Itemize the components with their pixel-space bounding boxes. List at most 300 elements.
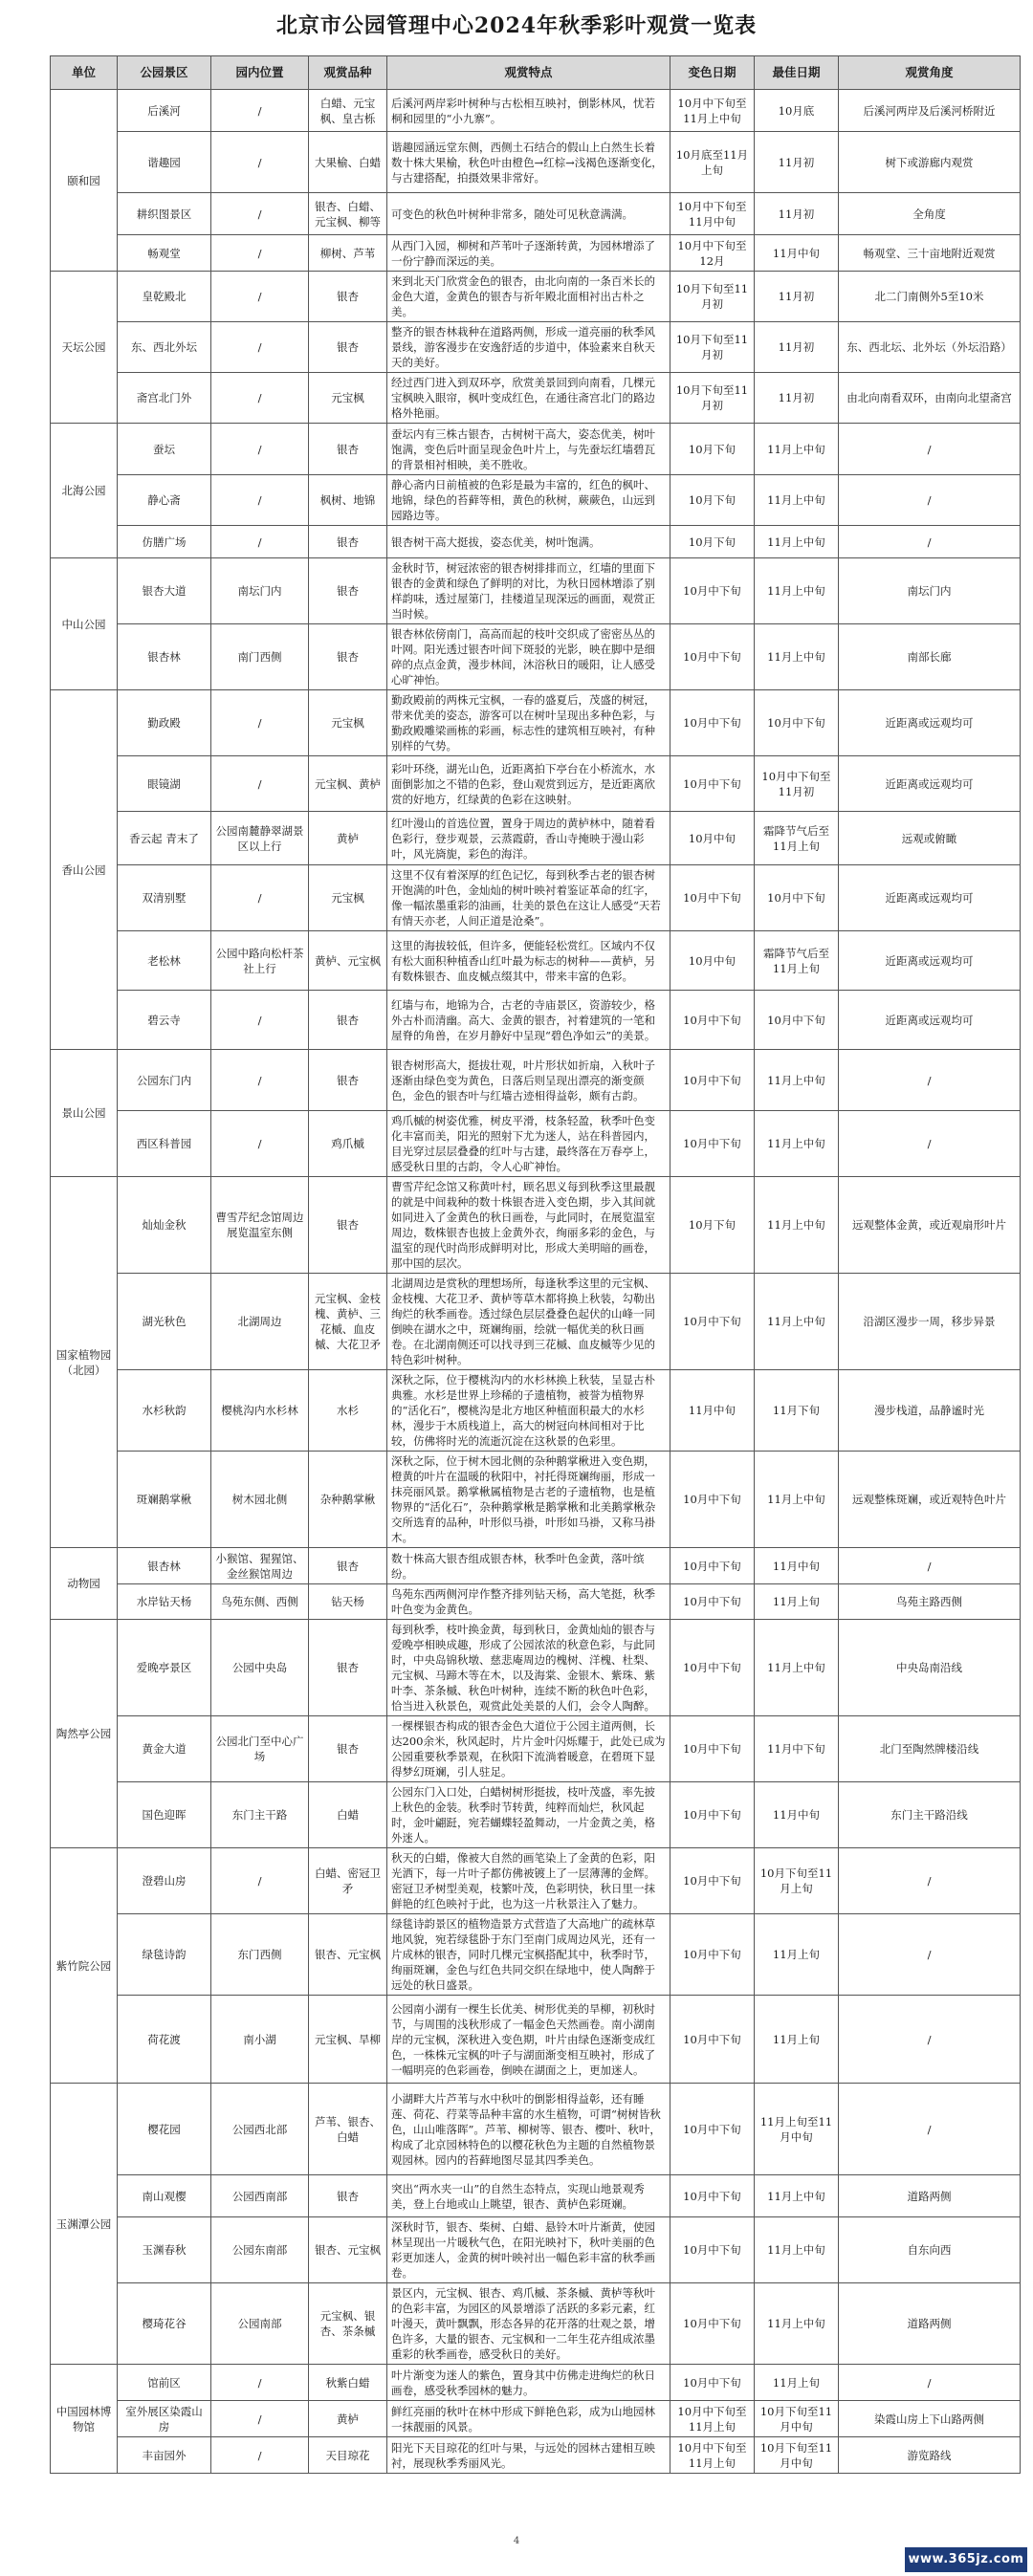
change-date-cell: 10月中下旬 — [670, 865, 755, 931]
area-cell: 银杏林 — [118, 1548, 211, 1584]
best-date-cell: 11月上中旬 — [755, 475, 839, 526]
species-cell: 黄栌、元宝枫 — [309, 931, 387, 991]
table-row — [51, 1620, 1021, 1716]
species-cell: 元宝枫 — [309, 373, 387, 424]
feature-cell: 彩叶环绕，湖光山色，近距离拍下亭台在小桥流水，水面倒影加之不错的色彩，登山观赏到远方，是近距离欣赏的好地方，红绿黄的色彩在这映射。 — [387, 756, 670, 812]
location-cell: 东门主干路 — [211, 1782, 309, 1848]
species-cell: 银杏 — [309, 272, 387, 322]
best-date-cell: 11月中旬 — [755, 1548, 839, 1584]
angle-cell: 南坛门内 — [839, 558, 1021, 624]
best-date-cell: 11月初 — [755, 132, 839, 193]
change-date-cell: 10月中下旬 — [670, 1782, 755, 1848]
change-date-cell: 10月中旬 — [670, 931, 755, 991]
angle-cell: / — [839, 2365, 1021, 2401]
angle-cell: 鸟苑主路西侧 — [839, 1584, 1021, 1620]
best-date-cell: 10月下旬至11月中旬 — [755, 2401, 839, 2437]
area-cell: 樱花园 — [118, 2084, 211, 2175]
feature-cell: 深秋之际，位于树木园北侧的杂种鹅掌楸进入变色期，橙黄的叶片在温暖的秋阳中，衬托得斑斓绚丽，形成一抹亮丽风景。鹅掌楸属植物是古老的子遗植物，也是植物界的“活化石”，杂种鹅掌楸是鹅掌楸和北美鹅掌楸杂交所选育的品种，叶形似马褂，叶形如马褂，又称马褂木。 — [387, 1452, 670, 1548]
unit-cell: 中山公园 — [51, 558, 118, 690]
table-row — [51, 1370, 1021, 1452]
angle-cell: 沿湖区漫步一周，移步异景 — [839, 1274, 1021, 1370]
best-date-cell: 11月上中旬 — [755, 1620, 839, 1716]
table-row — [51, 1111, 1021, 1177]
change-date-cell: 10月下旬 — [670, 526, 755, 558]
area-cell: 灿灿金秋 — [118, 1177, 211, 1274]
location-cell: 公园西南部 — [211, 2175, 309, 2217]
area-cell: 国色迎晖 — [118, 1782, 211, 1848]
species-cell: 元宝枫、金枝槐、黄栌、三花槭、血皮槭、大花卫矛 — [309, 1274, 387, 1370]
change-date-cell: 10月中下旬 — [670, 756, 755, 812]
change-date-cell: 10月中下旬 — [670, 1111, 755, 1177]
species-cell: 白蜡 — [309, 1782, 387, 1848]
area-cell: 黄金大道 — [118, 1716, 211, 1782]
feature-cell: 静心斋内日前植被的色彩是最为丰富的，红色的枫叶、地锦，绿色的苔藓等相，黄色的秋树，蕨蕨色，山远到园路边等。 — [387, 475, 670, 526]
best-date-cell: 10月中下旬 — [755, 865, 839, 931]
location-cell: 鸟苑东侧、西侧 — [211, 1584, 309, 1620]
change-date-cell: 10月中下旬至11月上旬 — [670, 2437, 755, 2474]
unit-cell: 香山公园 — [51, 690, 118, 1050]
angle-cell: 道路两侧 — [839, 2283, 1021, 2365]
angle-cell: / — [839, 1050, 1021, 1111]
species-cell: 银杏 — [309, 2175, 387, 2217]
feature-cell: 红墙与布，地锦为合，古老的寺庙景区，资游较少，格外古朴而清幽。高大、金黄的银杏，衬着建筑的一笔和屋脊的角兽，在岁月静好中呈现“碧色净如云”的美景。 — [387, 991, 670, 1050]
angle-cell: 后溪河两岸及后溪河桥附近 — [839, 90, 1021, 132]
table-row — [51, 322, 1021, 373]
location-cell: / — [211, 373, 309, 424]
angle-cell: 东门主干路沿线 — [839, 1782, 1021, 1848]
area-cell: 水岸钻天杨 — [118, 1584, 211, 1620]
change-date-cell: 10月中旬 — [670, 812, 755, 865]
change-date-cell: 10月中下旬 — [670, 1274, 755, 1370]
unit-cell: 景山公园 — [51, 1050, 118, 1177]
feature-cell: 公园南小湖有一棵生长优美、树形优美的旱柳，初秋时节，与周围的浅秋形成了一幅金色天然画卷。南小湖南岸的元宝枫，深秋进入变色期，叶片由绿色逐渐变成红色，一株株元宝枫的叶子与湖面渐变相互映衬，形成了一幅明亮的色彩画卷，倒映在湖面之上，更加迷人。 — [387, 1996, 670, 2084]
table-row — [51, 235, 1021, 272]
feature-cell: 北湖周边是赏秋的理想场所，每逢秋季这里的元宝枫、金枝槐、大花卫矛、黄栌等草木都将换上秋装，勾勒出绚烂的秋季画卷。透过绿色层层叠叠色起伏的山峰一同倒映在湖水之中，斑斓绚丽，绘就一幅优美的秋日画卷。在北湖南侧还可以找寻到三花槭、血皮槭等少见的特色彩叶树种。 — [387, 1274, 670, 1370]
table-row — [51, 90, 1021, 132]
feature-cell: 可变色的秋色叶树种非常多，随处可见秋意满满。 — [387, 193, 670, 235]
watermark: www.365jz.com — [905, 2547, 1027, 2572]
feature-cell: 来到北天门欣赏金色的银杏，由北向南的一条百米长的金色大道，金黄色的银杏与祈年殿北面相衬出古朴之美。 — [387, 272, 670, 322]
angle-cell: 树下或游廊内观赏 — [839, 132, 1021, 193]
feature-cell: 从西门入园，柳树和芦苇叶子逐渐转黄，为园林增添了一份宁静而深远的美。 — [387, 235, 670, 272]
area-cell: 室外展区染霞山房 — [118, 2401, 211, 2437]
table-row — [51, 1274, 1021, 1370]
header-best-date: 最佳日期 — [755, 56, 839, 90]
species-cell: 元宝枫 — [309, 865, 387, 931]
change-date-cell: 10月中下旬 — [670, 1452, 755, 1548]
species-cell: 银杏 — [309, 1548, 387, 1584]
best-date-cell: 10月底 — [755, 90, 839, 132]
change-date-cell: 10月中下旬 — [670, 1620, 755, 1716]
location-cell: / — [211, 1111, 309, 1177]
location-cell: / — [211, 2365, 309, 2401]
location-cell: / — [211, 272, 309, 322]
angle-cell: 远观整株斑斓，或近观特色叶片 — [839, 1452, 1021, 1548]
area-cell: 西区科普园 — [118, 1111, 211, 1177]
area-cell: 公园东门内 — [118, 1050, 211, 1111]
best-date-cell: 11月上中旬 — [755, 1177, 839, 1274]
change-date-cell: 10月中下旬 — [670, 1848, 755, 1914]
change-date-cell: 10月中下旬至11月上中旬 — [670, 90, 755, 132]
feature-cell: 金秋时节，树冠浓密的银杏树排排而立，红墙的里面下银杏的金黄和绿色了鲜明的对比，为秋日园林增添了别样韵味，透过屋第门，挂楼道呈现深远的画面，观赏正当时候。 — [387, 558, 670, 624]
change-date-cell: 11月中旬 — [670, 1370, 755, 1452]
location-cell: 公园西北部 — [211, 2084, 309, 2175]
location-cell: / — [211, 193, 309, 235]
species-cell: 杂种鹅掌楸 — [309, 1452, 387, 1548]
change-date-cell: 10月中下旬 — [670, 624, 755, 690]
location-cell: 公园南部 — [211, 2283, 309, 2365]
species-cell: 元宝枫、银杏、茶条槭 — [309, 2283, 387, 2365]
table-header-row — [51, 56, 1021, 90]
table-row — [51, 2175, 1021, 2217]
species-cell: 黄栌 — [309, 812, 387, 865]
area-cell: 银杏大道 — [118, 558, 211, 624]
feature-cell: 谐趣园涵远堂东侧，西侧土石结合的假山上白然生长着数十株大果榆，秋色叶由橙色→红棕→浅褐色逐渐变化，与古建搭配，拍摄效果非常好。 — [387, 132, 670, 193]
change-date-cell: 10月下旬至11月初 — [670, 373, 755, 424]
best-date-cell: 11月上中旬 — [755, 424, 839, 475]
area-cell: 荷花渡 — [118, 1996, 211, 2084]
area-cell: 仿膳广场 — [118, 526, 211, 558]
unit-cell: 玉渊潭公园 — [51, 2084, 118, 2365]
angle-cell: 北门至陶然牌楼沿线 — [839, 1716, 1021, 1782]
species-cell: 秋紫白蜡 — [309, 2365, 387, 2401]
change-date-cell: 10月中下旬 — [670, 1050, 755, 1111]
page-number: 4 — [513, 2536, 520, 2546]
table-row — [51, 690, 1021, 756]
location-cell: / — [211, 322, 309, 373]
species-cell: 银杏 — [309, 558, 387, 624]
change-date-cell: 10月中下旬至12月 — [670, 235, 755, 272]
change-date-cell: 10月底至11月上旬 — [670, 132, 755, 193]
species-cell: 元宝枫 — [309, 690, 387, 756]
angle-cell: 近距离或远观均可 — [839, 931, 1021, 991]
best-date-cell: 10月中下旬至11月初 — [755, 756, 839, 812]
best-date-cell: 11月中下旬 — [755, 1716, 839, 1782]
table-row — [51, 1050, 1021, 1111]
best-date-cell: 11月上旬 — [755, 1914, 839, 1996]
best-date-cell: 11月初 — [755, 193, 839, 235]
location-cell: / — [211, 865, 309, 931]
species-cell: 大果榆、白蜡 — [309, 132, 387, 193]
table-row — [51, 1848, 1021, 1914]
location-cell: / — [211, 2401, 309, 2437]
table-row — [51, 1548, 1021, 1584]
species-cell: 水杉 — [309, 1370, 387, 1452]
table-row — [51, 193, 1021, 235]
location-cell: / — [211, 1848, 309, 1914]
change-date-cell: 10月中下旬 — [670, 1716, 755, 1782]
feature-cell: 勤政殿前的两株元宝枫，一春的盛夏后，茂盛的树冠，带来优美的姿态，游客可以在树叶呈现出多种色彩，与勤政殿雕梁画栋的彩画，标志性的建筑相互映衬，有种别样的气势。 — [387, 690, 670, 756]
area-cell: 斋宫北门外 — [118, 373, 211, 424]
feature-cell: 深秋之际，位于樱桃沟内的水杉林换上秋装，呈显古朴典雅。水杉是世界上珍稀的子遗植物，被誉为植物界的“活化石”，樱桃沟是北方地区种植面积最大的水杉林，漫步于木质栈道上，高大的树冠向林间相对于比较，仿佛将时光的流逝沉淀在这秋景的色彩里。 — [387, 1370, 670, 1452]
best-date-cell: 11月上中旬 — [755, 1452, 839, 1548]
feature-cell: 秋天的白蜡，像被大自然的画笔染上了金黄的色彩，阳光洒下，每一片叶子都仿佛被镀上了一层薄薄的金辉。密冠卫矛树型美观，枝繁叶茂，色彩明快，秋日里一抹鲜艳的红色映衬于此，也为这一片秋景注入了魅力。 — [387, 1848, 670, 1914]
table-row — [51, 373, 1021, 424]
species-cell: 银杏 — [309, 1620, 387, 1716]
species-cell: 银杏、元宝枫 — [309, 2217, 387, 2283]
species-cell: 银杏 — [309, 624, 387, 690]
feature-cell: 整齐的银杏林栽种在道路两侧，形成一道亮丽的秋季风景线，游客漫步在安逸舒适的步道中，体验素来自秋天天的美好。 — [387, 322, 670, 373]
feature-cell: 鸡爪槭的树姿优雅，树皮平滑，枝条轻盈，秋季叶色变化丰富而美，阳光的照射下尤为迷人，站在科普园内，目光穿过层层叠叠的红叶与古建，最终落在万春亭上，感受秋日里的古韵，令人心旷神怡。 — [387, 1111, 670, 1177]
table-row — [51, 1452, 1021, 1548]
feature-cell: 曹雪芹纪念馆又称黄叶村，顾名思义每到秋季这里最靓的就是中间栽种的数十株银杏进入变色期，步入其间就如同进入了金黄色的秋日画卷，与此同时，在展览温室周边，数株银杏也披上金黄外衣，绚丽多彩的金色，与温室的现代时尚形成鲜明对比，形成大美明暗的画卷，那中国的层次。 — [387, 1177, 670, 1274]
angle-cell: / — [839, 424, 1021, 475]
angle-cell: 远观或俯瞰 — [839, 812, 1021, 865]
feature-cell: 绿毯诗韵景区的植物造景方式营造了大高地广的疏林草地风貌，宛若绿毯卧于东门至南门成周边风光，还有一片成林的银杏，同时几棵元宝枫搭配其中，秋季时节，绚丽斑斓，金色与红色共同交织在绿地中，使人陶醉于远处的秋日盛景。 — [387, 1914, 670, 1996]
location-cell: 南坛门内 — [211, 558, 309, 624]
best-date-cell: 11月上旬 — [755, 2365, 839, 2401]
change-date-cell: 10月下旬 — [670, 424, 755, 475]
species-cell: 银杏 — [309, 424, 387, 475]
location-cell: / — [211, 90, 309, 132]
best-date-cell: 11月中旬 — [755, 235, 839, 272]
change-date-cell: 10月中下旬 — [670, 690, 755, 756]
location-cell: / — [211, 690, 309, 756]
location-cell: 南门西侧 — [211, 624, 309, 690]
header-feature: 观赏特点 — [387, 56, 670, 90]
feature-cell: 叶片渐变为迷人的紫色，置身其中仿佛走进绚烂的秋日画卷，感受秋季园林的魅力。 — [387, 2365, 670, 2401]
angle-cell: 近距离或远观均可 — [839, 991, 1021, 1050]
location-cell: 树木园北侧 — [211, 1452, 309, 1548]
location-cell: / — [211, 235, 309, 272]
feature-cell: 一棵棵银杏构成的银杏金色大道位于公园主道两侧，长达200余米，秋风起时，片片金叶闪烁耀于，此处已成为公园重要秋季景观，在秋阳下流淌着暖意，在碧斑下显得梦幻斑斓，引人驻足。 — [387, 1716, 670, 1782]
species-cell: 柳树、芦苇 — [309, 235, 387, 272]
angle-cell: 远观整体金黄，或近观扇形叶片 — [839, 1177, 1021, 1274]
feature-cell: 这里的海拔较低，但许多，便能轻松赏红。区域内不仅有松大面积种植香山红叶最为标志的树种——黄栌，另有数株银杏、血皮槭点缀其中，带来丰富的色彩。 — [387, 931, 670, 991]
table-row — [51, 1996, 1021, 2084]
species-cell: 银杏 — [309, 1716, 387, 1782]
area-cell: 南山观樱 — [118, 2175, 211, 2217]
location-cell: 小猴馆、猩猩馆、金丝猴馆周边 — [211, 1548, 309, 1584]
table-row — [51, 272, 1021, 322]
species-cell: 白蜡、密冠卫矛 — [309, 1848, 387, 1914]
feature-cell: 公园东门入口处，白蜡树树形挺拔，枝叶茂盛，率先披上秋色的金装。秋季时节转黄，纯粹而灿烂，秋风起时，金叶翩跹，宛若蝴蝶轻盈舞动，一片金黄之美，格外迷人。 — [387, 1782, 670, 1848]
table-row — [51, 2283, 1021, 2365]
area-cell: 耕织图景区 — [118, 193, 211, 235]
angle-cell: 近距离或远观均可 — [839, 756, 1021, 812]
best-date-cell: 11月上中旬 — [755, 624, 839, 690]
feature-cell: 景区内，元宝枫、银杏、鸡爪槭、茶条槭、黄栌等秋叶的色彩丰富，为园区的风景增添了活跃的多彩元素，红叶漫天，黄叶飘飘，形态各异的花开落的壮观之景，增色许多，大量的银杏、元宝枫和一二年生花卉组成浓墨重彩的秋季画卷，感受秋日的美好。 — [387, 2283, 670, 2365]
area-cell: 双清别墅 — [118, 865, 211, 931]
angle-cell: 自东向西 — [839, 2217, 1021, 2283]
feature-cell: 深秋时节，银杏、柴树、白蜡、悬铃木叶片渐黄，使园林呈现出一片暖秋气色，在阳光映衬下，秋叶美丽的色彩更加迷人，金黄的树叶映衬出一幅色彩丰富的秋季画卷。 — [387, 2217, 670, 2283]
angle-cell: 全角度 — [839, 193, 1021, 235]
feature-cell: 鸟苑东西两侧河岸作整齐排列钻天杨，高大笔挺，秋季叶色变为金黄色。 — [387, 1584, 670, 1620]
unit-cell: 北海公园 — [51, 424, 118, 558]
unit-cell: 天坛公园 — [51, 272, 118, 424]
species-cell: 银杏、元宝枫 — [309, 1914, 387, 1996]
angle-cell: / — [839, 1848, 1021, 1914]
angle-cell: 中央岛南沿线 — [839, 1620, 1021, 1716]
change-date-cell: 10月中下旬 — [670, 2084, 755, 2175]
unit-cell: 国家植物园（北园） — [51, 1177, 118, 1548]
area-cell: 后溪河 — [118, 90, 211, 132]
foliage-table — [50, 55, 1021, 2474]
best-date-cell: 11月上中旬 — [755, 1111, 839, 1177]
feature-cell: 数十株高大银杏组成银杏林，秋季叶色金黄，落叶缤纷。 — [387, 1548, 670, 1584]
location-cell: / — [211, 424, 309, 475]
area-cell: 勤政殿 — [118, 690, 211, 756]
change-date-cell: 10月中下旬 — [670, 1548, 755, 1584]
species-cell: 钻天杨 — [309, 1584, 387, 1620]
table-row — [51, 475, 1021, 526]
angle-cell: / — [839, 1111, 1021, 1177]
angle-cell: 游览路线 — [839, 2437, 1021, 2474]
best-date-cell: 11月上中旬 — [755, 2283, 839, 2365]
area-cell: 馆前区 — [118, 2365, 211, 2401]
area-cell: 银杏林 — [118, 624, 211, 690]
angle-cell: 南部长廊 — [839, 624, 1021, 690]
table-row — [51, 991, 1021, 1050]
unit-cell: 动物园 — [51, 1548, 118, 1620]
angle-cell: 近距离或远观均可 — [839, 690, 1021, 756]
change-date-cell: 10月中下旬 — [670, 1914, 755, 1996]
area-cell: 谐趣园 — [118, 132, 211, 193]
location-cell: 南小湖 — [211, 1996, 309, 2084]
angle-cell: / — [839, 1914, 1021, 1996]
angle-cell: 东、西北坛、北外坛（外坛沿路） — [839, 322, 1021, 373]
area-cell: 樱琦花谷 — [118, 2283, 211, 2365]
feature-cell: 突出“两水夹一山”的自然生态特点，实现山地景观秀美，登上台地或山上眺望，银杏、黄栌色彩斑斓。 — [387, 2175, 670, 2217]
best-date-cell: 11月上中旬 — [755, 1274, 839, 1370]
table-row — [51, 526, 1021, 558]
table-row — [51, 132, 1021, 193]
angle-cell: / — [839, 1548, 1021, 1584]
best-date-cell: 11月初 — [755, 373, 839, 424]
area-cell: 静心斋 — [118, 475, 211, 526]
table-row — [51, 1716, 1021, 1782]
best-date-cell: 霜降节气后至11月上旬 — [755, 931, 839, 991]
best-date-cell: 10月下旬至11月上旬 — [755, 1848, 839, 1914]
area-cell: 玉渊春秋 — [118, 2217, 211, 2283]
unit-cell: 陶然亭公园 — [51, 1620, 118, 1848]
angle-cell: 道路两侧 — [839, 2175, 1021, 2217]
table-row — [51, 424, 1021, 475]
best-date-cell: 11月上旬 — [755, 1996, 839, 2084]
table-row — [51, 2365, 1021, 2401]
change-date-cell: 10月下旬 — [670, 1177, 755, 1274]
location-cell: / — [211, 526, 309, 558]
angle-cell: 由北向南看双环，由南向北望斋宫 — [839, 373, 1021, 424]
change-date-cell: 10月中下旬至11月上旬 — [670, 2401, 755, 2437]
species-cell: 银杏 — [309, 991, 387, 1050]
header-unit: 单位 — [51, 56, 118, 90]
species-cell: 元宝枫、黄栌 — [309, 756, 387, 812]
location-cell: / — [211, 756, 309, 812]
species-cell: 元宝枫、旱柳 — [309, 1996, 387, 2084]
species-cell: 银杏 — [309, 526, 387, 558]
best-date-cell: 11月上中旬 — [755, 1050, 839, 1111]
area-cell: 眼镜湖 — [118, 756, 211, 812]
change-date-cell: 10月中下旬 — [670, 991, 755, 1050]
species-cell: 银杏、白蜡、元宝枫、柳等 — [309, 193, 387, 235]
table-body — [51, 90, 1021, 2474]
feature-cell: 蚕坛内有三株古银杏，古树树干高大，姿态优美，树叶饱满，变色后叶面呈现金色叶片上，与先蚕坛红墙碧瓦的背景相衬相映，美不胜收。 — [387, 424, 670, 475]
change-date-cell: 10月中下旬 — [670, 2175, 755, 2217]
table-row — [51, 812, 1021, 865]
feature-cell: 银杏树干高大挺拔，姿态优美，树叶饱满。 — [387, 526, 670, 558]
species-cell: 枫树、地锦 — [309, 475, 387, 526]
header-angle: 观赏角度 — [839, 56, 1021, 90]
area-cell: 丰亩园外 — [118, 2437, 211, 2474]
area-cell: 湖光秋色 — [118, 1274, 211, 1370]
feature-cell: 这里不仅有着深厚的红色记忆，每到秋季古老的银杏树开饱满的叶色，金灿灿的树叶映衬着鉴证革命的红字，像一幅浓墨重彩的油画，壮美的景色在这让人感受“天若有情天亦老，人间正道是沧桑”。 — [387, 865, 670, 931]
species-cell: 银杏 — [309, 1050, 387, 1111]
species-cell: 银杏 — [309, 1177, 387, 1274]
location-cell: 公园北门至中心广场 — [211, 1716, 309, 1782]
change-date-cell: 10月中下旬 — [670, 2217, 755, 2283]
table-row — [51, 756, 1021, 812]
change-date-cell: 10月中下旬 — [670, 2283, 755, 2365]
unit-cell: 中国园林博物馆 — [51, 2365, 118, 2474]
area-cell: 东、西北外坛 — [118, 322, 211, 373]
area-cell: 碧云寺 — [118, 991, 211, 1050]
table-row — [51, 1782, 1021, 1848]
header-change-date: 变色日期 — [670, 56, 755, 90]
feature-cell: 小湖畔大片芦苇与水中秋叶的倒影相得益彰，还有睡莲、荷花、荇菜等品种丰富的水生植物，可谓“树树皆秋色，山山唯落晖”。芦苇、柳树等、银杏、樱叶、秋叶，构成了北京园林特色的以樱花秋色为主题的自然植物景观园林。园内的苔藓地图尽显其四季美色。 — [387, 2084, 670, 2175]
best-date-cell: 霜降节气后至11月上旬 — [755, 812, 839, 865]
change-date-cell: 10月中下旬至11月中旬 — [670, 193, 755, 235]
angle-cell: / — [839, 1996, 1021, 2084]
best-date-cell: 11月中旬 — [755, 1782, 839, 1848]
feature-cell: 鲜红亮丽的秋叶在林中形成下鲜艳色彩，成为山地园林一抹靓丽的风景。 — [387, 2401, 670, 2437]
location-cell: 公园中路向松杆茶社上行 — [211, 931, 309, 991]
unit-cell: 颐和园 — [51, 90, 118, 272]
best-date-cell: 10月中下旬 — [755, 991, 839, 1050]
feature-cell: 银杏林依傍南门，高高而起的枝叶交织成了密密丛丛的叶网。阳光透过银杏叶间下斑驳的光影，映在脚中是细碎的点点金黄，漫步林间，沐浴秋日的暖阳，让人感受心旷神怡。 — [387, 624, 670, 690]
best-date-cell: 11月上旬至11月中旬 — [755, 2084, 839, 2175]
location-cell: / — [211, 475, 309, 526]
area-cell: 皇乾殿北 — [118, 272, 211, 322]
location-cell: 北湖周边 — [211, 1274, 309, 1370]
area-cell: 老松林 — [118, 931, 211, 991]
best-date-cell: 11月上中旬 — [755, 2217, 839, 2283]
best-date-cell: 11月初 — [755, 272, 839, 322]
angle-cell: / — [839, 475, 1021, 526]
location-cell: 曹雪芹纪念馆周边展览温室东侧 — [211, 1177, 309, 1274]
table-row — [51, 1584, 1021, 1620]
unit-cell: 紫竹院公园 — [51, 1848, 118, 2084]
species-cell: 鸡爪槭 — [309, 1111, 387, 1177]
best-date-cell: 11月上中旬 — [755, 558, 839, 624]
angle-cell: 北二门南侧外5至10米 — [839, 272, 1021, 322]
best-date-cell: 11月下旬 — [755, 1370, 839, 1452]
header-species: 观赏品种 — [309, 56, 387, 90]
location-cell: 公园东南部 — [211, 2217, 309, 2283]
area-cell: 斑斓鹅掌楸 — [118, 1452, 211, 1548]
change-date-cell: 10月下旬至11月初 — [670, 272, 755, 322]
area-cell: 水杉秋韵 — [118, 1370, 211, 1452]
species-cell: 白蜡、元宝枫、皇古栎 — [309, 90, 387, 132]
header-area: 公园景区 — [118, 56, 211, 90]
feature-cell: 经过西门进入到双环亭，欣赏美景回到向南看，几棵元宝枫映入眼帘，枫叶变成红色，在通往斋宫北门的路边格外艳丽。 — [387, 373, 670, 424]
location-cell: 公园中央岛 — [211, 1620, 309, 1716]
best-date-cell: 11月上中旬 — [755, 2175, 839, 2217]
location-cell: 樱桃沟内水杉林 — [211, 1370, 309, 1452]
change-date-cell: 10月中下旬 — [670, 1584, 755, 1620]
best-date-cell: 11月初 — [755, 322, 839, 373]
species-cell: 银杏 — [309, 322, 387, 373]
location-cell: / — [211, 991, 309, 1050]
species-cell: 芦苇、银杏、白蜡 — [309, 2084, 387, 2175]
location-cell: / — [211, 1050, 309, 1111]
table-row — [51, 931, 1021, 991]
area-cell: 绿毯诗韵 — [118, 1914, 211, 1996]
angle-cell: 近距离或远观均可 — [839, 865, 1021, 931]
change-date-cell: 10月中下旬 — [670, 1996, 755, 2084]
table-row — [51, 2084, 1021, 2175]
change-date-cell: 10月下旬至11月初 — [670, 322, 755, 373]
